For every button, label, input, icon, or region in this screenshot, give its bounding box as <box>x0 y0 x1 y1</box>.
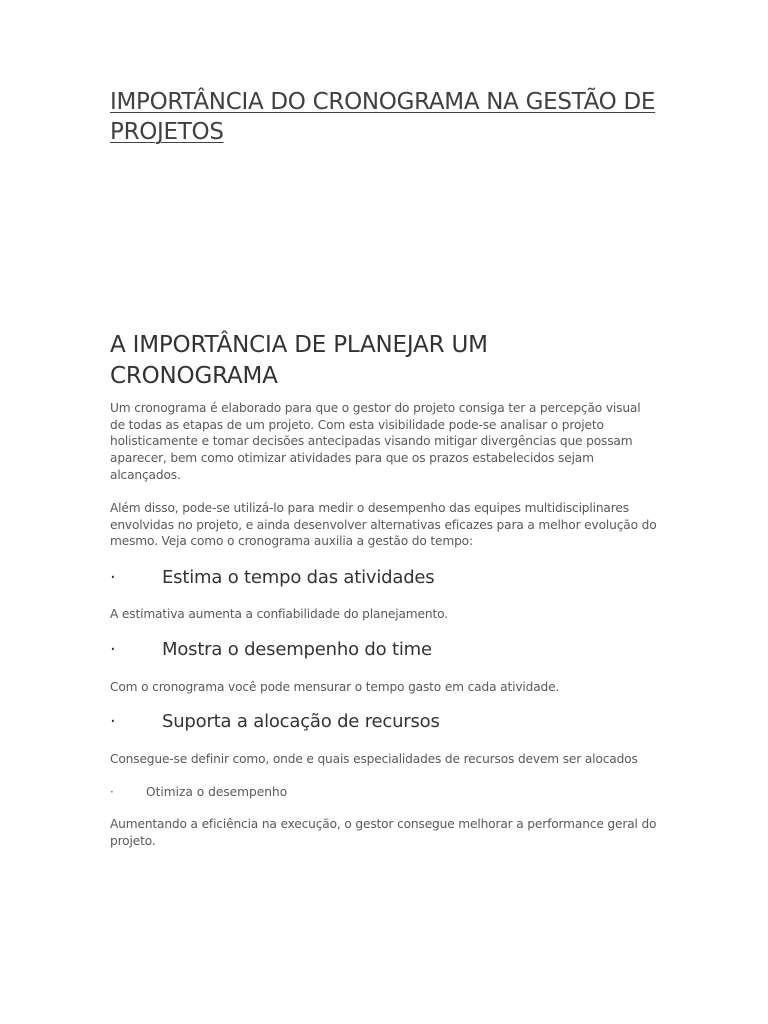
bullet-paragraph-suporta: Consegue-se definir como, onde e quais especialidades de recursos devem ser alocados <box>110 752 638 766</box>
bullet-heading-text: Suporta a alocação de recursos <box>162 711 440 732</box>
bullet-dot: · <box>110 785 114 799</box>
section-heading: A IMPORTÂNCIA DE PLANEJAR UM CRONOGRAMA <box>110 332 488 389</box>
intro-paragraph: Um cronograma é elaborado para que o gestor do projeto consiga ter a percepção visual de todas as etapas de um projeto. Com esta visibilidade pode-se analisar o projeto holisticamente e tomar decisões antecipadas visando mitigar divergências que possam aparecer, bem como otimizar atividades para que os prazos estabelecidos sejam alcançados. <box>110 401 641 482</box>
bullet-heading-text: Mostra o desempenho do time <box>162 639 432 660</box>
bullet-paragraph-mostra: Com o cronograma você pode mensurar o tempo gasto em cada atividade. <box>110 680 560 694</box>
bullet-dot: · <box>110 567 116 588</box>
bullet-paragraph-otimiza: Aumentando a eficiência na execução, o gestor consegue melhorar a performance geral do projeto. <box>110 817 657 848</box>
bullet-heading-text: Estima o tempo das atividades <box>162 567 435 588</box>
second-paragraph: Além disso, pode-se utilizá-lo para medir o desempenho das equipes multidisciplinares envolvidas no projeto, e ainda desenvolver alternativas eficazes para a melhor evolução do mesmo. Veja como o cronograma auxilia a gestão do tempo: <box>110 501 657 549</box>
document-title: IMPORTÂNCIA DO CRONOGRAMA NA GESTÃO DE PROJETOS <box>110 89 656 145</box>
bullet-dot: · <box>110 639 116 660</box>
bullet-dot: · <box>110 711 116 732</box>
bullet-heading-text: Otimiza o desempenho <box>146 785 288 799</box>
bullet-paragraph-estima: A estimativa aumenta a confiabilidade do planejamento. <box>110 607 448 621</box>
